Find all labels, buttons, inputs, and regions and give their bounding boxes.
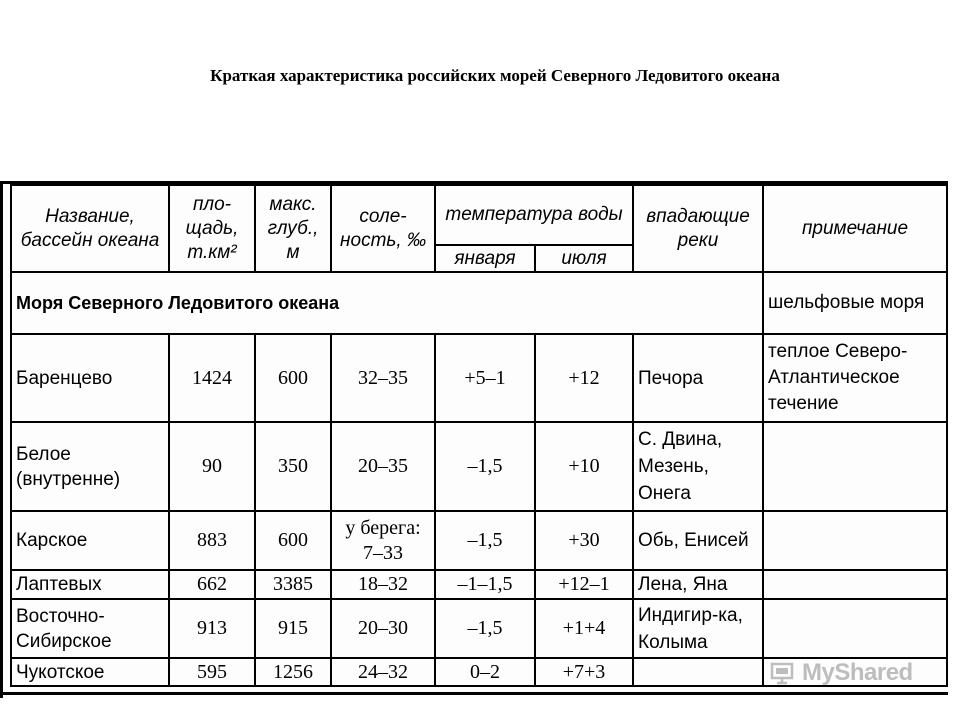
- sea-area: 662: [169, 570, 255, 599]
- sea-salinity: 18–32: [331, 570, 435, 599]
- sea-depth: 915: [255, 599, 331, 658]
- header-rivers: впадающие реки: [633, 185, 763, 272]
- sea-depth: 3385: [255, 570, 331, 599]
- sea-note: [763, 422, 947, 511]
- sea-salinity: 32–35: [331, 334, 435, 422]
- header-name: Название, бассейн океана: [11, 185, 169, 272]
- sea-temp-jul: +12: [535, 334, 633, 422]
- header-temperature: температура воды: [435, 185, 633, 245]
- table-row: [11, 599, 947, 658]
- table-row: [11, 422, 947, 511]
- sea-salinity: у берега: 7–33: [331, 511, 435, 570]
- sea-rivers: С. Двина, Мезень, Онега: [633, 422, 763, 511]
- sea-rivers: Лена, Яна: [633, 570, 763, 599]
- seas-table: [10, 184, 948, 687]
- sea-salinity: 20–30: [331, 599, 435, 658]
- sea-name: Восточно-Сибирское: [11, 599, 169, 658]
- sea-temp-jan: –1,5: [435, 599, 535, 658]
- table-row: [11, 334, 947, 422]
- sea-area: 1424: [169, 334, 255, 422]
- section-label: Моря Северного Ледовитого океана: [11, 272, 763, 334]
- watermark-text: MyShared: [802, 659, 913, 686]
- sea-note: теплое Северо-Атлантическое течение: [763, 334, 947, 422]
- header-note: примечание: [763, 185, 947, 272]
- header-temp-jan: января: [435, 245, 535, 272]
- header-area: пло-щадь, т.км²: [169, 185, 255, 272]
- sea-temp-jan: +5–1: [435, 334, 535, 422]
- watermark: [770, 658, 940, 688]
- page-title: Краткая характеристика российских морей Северного Ледовитого океана: [210, 66, 780, 85]
- sea-area: 90: [169, 422, 255, 511]
- sea-temp-jul: +30: [535, 511, 633, 570]
- sea-area: 913: [169, 599, 255, 658]
- sea-name: Лаптевых: [11, 570, 169, 599]
- bottom-rule: [0, 692, 948, 695]
- sea-name: Чукотское: [11, 658, 169, 686]
- sea-note: [763, 599, 947, 658]
- sea-area: 883: [169, 511, 255, 570]
- sea-name: Баренцево: [11, 334, 169, 422]
- sea-salinity: 20–35: [331, 422, 435, 511]
- sea-depth: 600: [255, 334, 331, 422]
- sea-depth: 600: [255, 511, 331, 570]
- sea-depth: 1256: [255, 658, 331, 686]
- table-row: [11, 570, 947, 599]
- section-row: [11, 272, 947, 334]
- section-note: шельфовые моря: [763, 272, 947, 334]
- sea-name: Карское: [11, 511, 169, 570]
- sea-note: [763, 570, 947, 599]
- sea-temp-jul: +7+3: [535, 658, 633, 686]
- sea-area: 595: [169, 658, 255, 686]
- sea-depth: 350: [255, 422, 331, 511]
- header-salinity: соле-ность, ‰: [331, 185, 435, 272]
- header-temp-jul: июля: [535, 245, 633, 272]
- table-row: [11, 511, 947, 570]
- sea-rivers: Индигир-ка, Колыма: [633, 599, 763, 658]
- sea-salinity: 24–32: [331, 658, 435, 686]
- sea-temp-jul: +1+4: [535, 599, 633, 658]
- sea-rivers: [633, 658, 763, 686]
- sea-note: [763, 511, 947, 570]
- header-row: [11, 185, 947, 245]
- sea-temp-jan: –1–1,5: [435, 570, 535, 599]
- sea-temp-jan: –1,5: [435, 422, 535, 511]
- presentation-icon: [770, 661, 796, 685]
- sea-name: Белое (внутренне): [11, 422, 169, 511]
- sea-temp-jul: +12–1: [535, 570, 633, 599]
- sea-rivers: Обь, Енисей: [633, 511, 763, 570]
- sea-temp-jul: +10: [535, 422, 633, 511]
- sea-rivers: Печора: [633, 334, 763, 422]
- sea-temp-jan: –1,5: [435, 511, 535, 570]
- header-depth: макс. глуб., м: [255, 185, 331, 272]
- sea-temp-jan: 0–2: [435, 658, 535, 686]
